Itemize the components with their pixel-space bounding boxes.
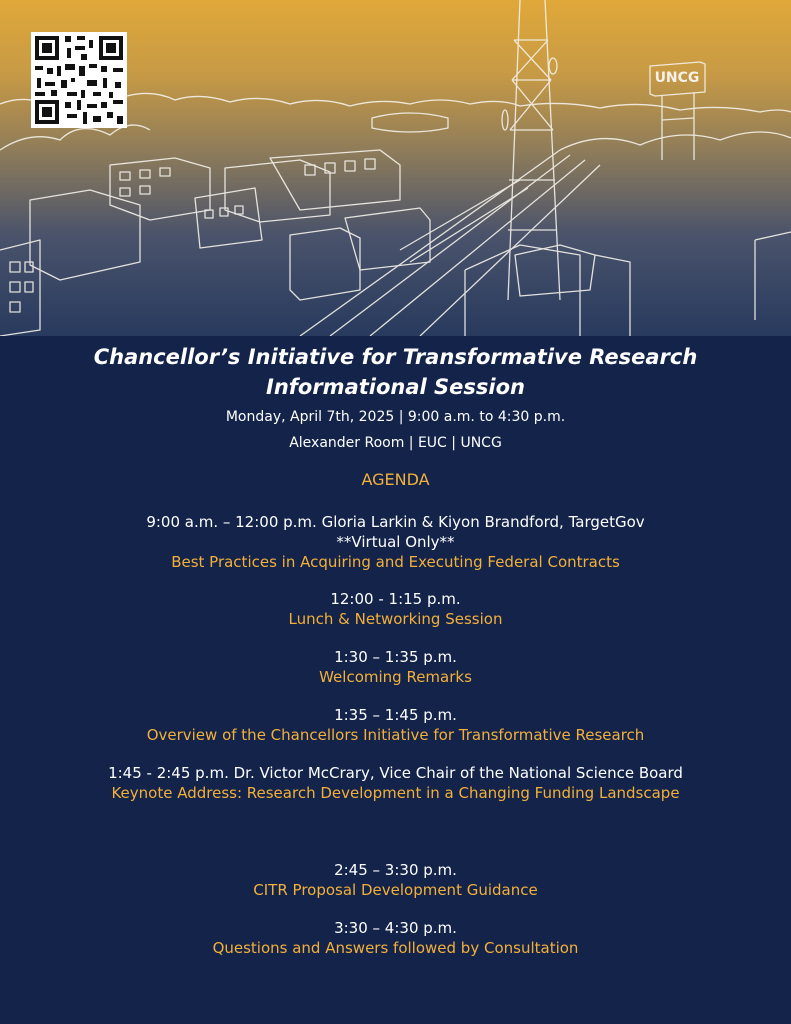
agenda-item-topic: Lunch & Networking Session [288, 610, 503, 628]
event-location: Alexander Room | EUC | UNCG [289, 435, 502, 451]
water-tower-sign: UNCG [654, 70, 700, 86]
agenda-item [70, 647, 721, 687]
qr-code[interactable] [31, 32, 127, 128]
agenda-item-time: 3:30 – 4:30 p.m. [334, 919, 457, 937]
event-details [0, 336, 791, 1024]
city-sketch-banner [0, 0, 791, 336]
agenda-item [70, 763, 721, 803]
agenda-item-note: **Virtual Only** [336, 533, 455, 551]
event-title [40, 342, 751, 402]
agenda-item-topic: Keynote Address: Research Development in a Changing Funding Landscape [111, 784, 680, 802]
agenda-item [70, 860, 721, 900]
agenda-heading: AGENDA [361, 470, 430, 489]
agenda-item [70, 589, 721, 629]
agenda-item-topic: CITR Proposal Development Guidance [253, 881, 538, 899]
agenda-item-topic: Overview of the Chancellors Initiative for Transformative Research [146, 726, 645, 744]
agenda-item-time: 1:45 - 2:45 p.m. Dr. Victor McCrary, Vice Chair of the National Science Board [108, 764, 683, 782]
agenda-item-time: 12:00 - 1:15 p.m. [330, 590, 461, 608]
event-title-line2: Informational Session [266, 375, 525, 399]
agenda-item-time: 2:45 – 3:30 p.m. [334, 861, 457, 879]
agenda-item-topic: Questions and Answers followed by Consultation [212, 939, 579, 957]
agenda-item [70, 918, 721, 958]
agenda-item-time: 1:35 – 1:45 p.m. [334, 706, 457, 724]
agenda-item-topic: Best Practices in Acquiring and Executing Federal Contracts [171, 553, 620, 571]
agenda-item-time: 9:00 a.m. – 12:00 p.m. Gloria Larkin & Kiyon Brandford, TargetGov [146, 513, 645, 531]
agenda-item [70, 705, 721, 745]
qr-code-icon [31, 32, 127, 128]
agenda-item [70, 512, 721, 572]
event-date: Monday, April 7th, 2025 | 9:00 a.m. to 4:30 p.m. [225, 409, 566, 425]
agenda-item-time: 1:30 – 1:35 p.m. [334, 648, 457, 666]
event-title-line1: Chancellor’s Initiative for Transformative Research [93, 345, 698, 369]
agenda-item-topic: Welcoming Remarks [319, 668, 472, 686]
